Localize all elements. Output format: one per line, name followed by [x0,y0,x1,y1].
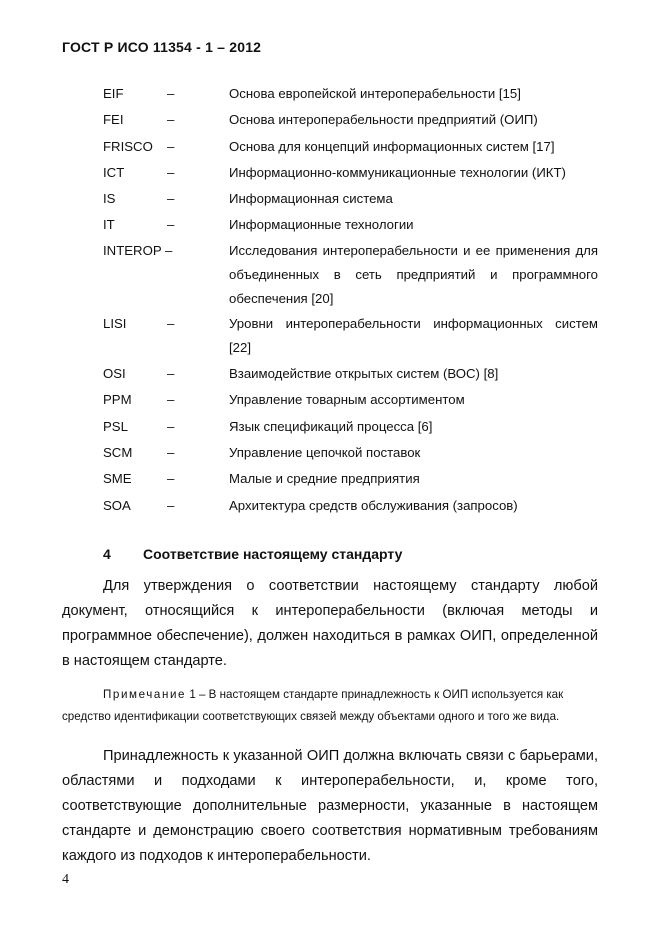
abbreviation-definition: Основа для концепций информационных систем [17] [229,139,555,154]
abbreviation-dash: – [167,419,175,434]
abbreviation-term: SCM [103,445,133,460]
abbreviation-dash: – [167,316,175,331]
paragraph2-line: каждого из подходов к интероперабельности. [62,848,371,864]
note-text: 1 – В настоящем стандарте принадлежность к ОИП используется как [186,688,564,701]
abbreviation-definition: Уровни интероперабельности информационных систем [229,316,598,331]
abbreviation-definition: объединенных в сеть предприятий и программного [229,267,598,282]
section-title: Соответствие настоящему стандарту [143,546,403,562]
paragraph2-line: соответствующие дополнительные размерности, указанные в настоящем [62,798,598,814]
paragraph1-line: Для утверждения о соответствии настоящему стандарту любой [103,578,598,594]
abbreviation-term: OSI [103,366,126,381]
abbreviation-definition: Взаимодействие открытых систем (ВОС) [8] [229,366,499,381]
abbreviation-dash: – [167,392,175,407]
abbreviation-definition: Основа европейской интероперабельности [15] [229,86,521,101]
abbreviation-dash: – [167,165,175,180]
note-line-1 [103,688,598,701]
abbreviation-dash: – [165,243,173,258]
abbreviation-term: SOA [103,498,131,513]
abbreviation-term: PPM [103,392,132,407]
abbreviation-definition: Информационные технологии [229,217,414,232]
abbreviation-dash: – [167,112,175,127]
abbreviation-definition: Исследования интероперабельности и ее применения для [229,243,598,258]
paragraph2-line: Принадлежность к указанной ОИП должна включать связи с барьерами, [103,748,598,764]
abbreviation-term: SME [103,471,132,486]
abbreviation-term: INTEROP [103,243,162,258]
abbreviation-definition: обеспечения [20] [229,291,334,306]
paragraph1-line: программное обеспечение), должен находиться в рамках ОИП, определенной [62,628,598,644]
paragraph1-line: документ, относящийся к интероперабельности (включая методы и [62,603,598,619]
abbreviation-term: IS [103,191,116,206]
section-number: 4 [103,546,111,562]
abbreviation-definition: [22] [229,340,251,355]
abbreviation-dash: – [167,445,175,460]
abbreviation-term: EIF [103,86,124,101]
abbreviation-definition: Управление цепочкой поставок [229,445,421,460]
abbreviation-term: PSL [103,419,128,434]
abbreviation-dash: – [167,366,175,381]
note-line-2: средство идентификации соответствующих связей между объектами одного и того же вида. [62,710,560,723]
abbreviation-dash: – [167,471,175,486]
abbreviation-term: FEI [103,112,124,127]
abbreviation-dash: – [167,217,175,232]
abbreviation-dash: – [167,86,175,101]
note-label: Примечание [103,688,187,701]
abbreviation-definition: Информационная система [229,191,393,206]
abbreviation-definition: Управление товарным ассортиментом [229,392,465,407]
abbreviation-definition: Язык спецификаций процесса [6] [229,419,433,434]
abbreviation-term: LISI [103,316,127,331]
abbreviation-term: FRISCO [103,139,153,154]
paragraph1-line: в настоящем стандарте. [62,653,227,669]
abbreviation-dash: – [167,498,175,513]
abbreviation-dash: – [167,191,175,206]
abbreviation-term: IT [103,217,115,232]
abbreviation-definition: Основа интероперабельности предприятий (ОИП) [229,112,538,127]
document-header: ГОСТ Р ИСО 11354 - 1 – 2012 [62,39,262,55]
abbreviation-term: ICT [103,165,125,180]
paragraph2-line: областями и подходами к интероперабельности, и, кроме того, [62,773,598,789]
abbreviation-definition: Архитектура средств обслуживания (запросов) [229,498,518,513]
page-number: 4 [62,872,69,887]
abbreviation-definition: Информационно-коммуникационные технологии (ИКТ) [229,165,566,180]
paragraph2-line: стандарте и демонстрацию своего соответствия нормативным требованиям [62,823,598,839]
abbreviation-definition: Малые и средние предприятия [229,471,420,486]
abbreviation-dash: – [167,139,175,154]
